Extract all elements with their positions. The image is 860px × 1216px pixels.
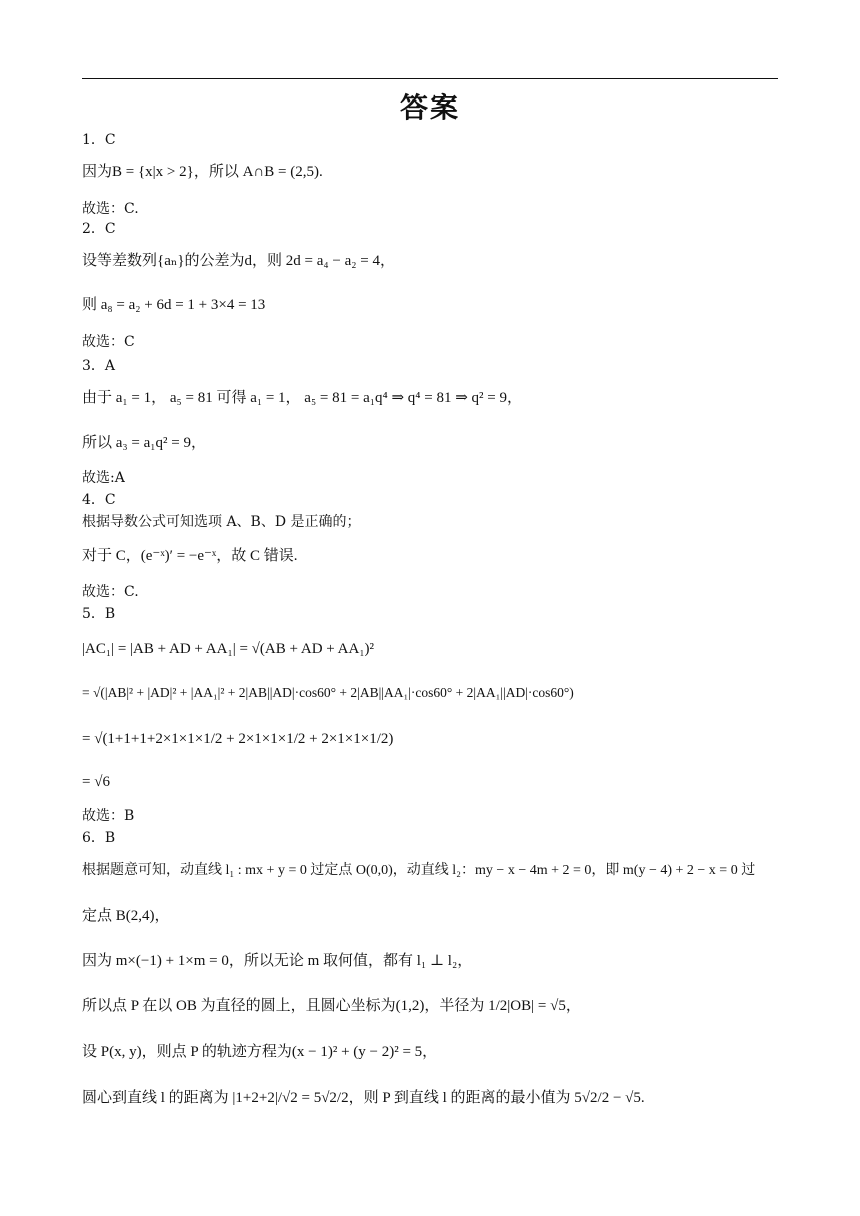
- q5-line4: = √6: [82, 774, 110, 790]
- q4-number: 4．C: [82, 492, 116, 508]
- q4-line2: 对于 C，(e⁻ˣ)′ = −e⁻ˣ，故 C 错误.: [82, 548, 298, 564]
- q5-answer: 故选：B: [82, 808, 135, 824]
- page-title: 答案: [399, 91, 460, 124]
- q6-line5: 设 P(x, y)，则点 P 的轨迹方程为(x − 1)² + (y − 2)² = 5，: [82, 1044, 438, 1060]
- q4-answer: 故选：C.: [82, 584, 139, 600]
- q6-line3: 因为 m×(−1) + 1×m = 0，所以无论 m 取何值，都有 l₁ ⊥ l₂，: [82, 953, 473, 969]
- header-rule: [82, 78, 778, 79]
- q3-line1: 由于 a₁ = 1， a₅ = 81 可得 a₁ = 1， a₅ = 81 = a₁q⁴ ⇒ q⁴ = 81 ⇒ q² = 9，: [82, 390, 522, 406]
- q1-line: 因为B = {x|x > 2}，所以 A∩B = (2,5).: [82, 164, 323, 180]
- q5-line3: = √(1+1+1+2×1×1×1/2 + 2×1×1×1/2 + 2×1×1×1/2): [82, 731, 394, 747]
- q6-number: 6．B: [82, 830, 116, 846]
- q3-answer: 故选:A: [82, 470, 125, 486]
- q2-line2: 则 a₈ = a₂ + 6d = 1 + 3×4 = 13: [82, 297, 266, 313]
- q2-number: 2．C: [82, 221, 116, 237]
- q6-line4: 所以点 P 在以 OB 为直径的圆上，且圆心坐标为(1,2)，半径为 1/2|OB| = √5，: [82, 998, 581, 1014]
- q6-line1: 根据题意可知，动直线 l₁ : mx + y = 0 过定点 O(0,0)，动直线 l₂：my − x − 4m + 2 = 0，即 m(y − 4) + 2 − x = 0 过: [82, 863, 756, 878]
- q5-line1: |AC₁| = |AB + AD + AA₁| = √(AB + AD + AA₁)²: [82, 641, 375, 657]
- q1-answer: 故选：C.: [82, 201, 139, 217]
- q2-line1: 设等差数列{aₙ}的公差为d，则 2d = a₄ − a₂ = 4，: [82, 253, 395, 269]
- q5-line2: = √(|AB|² + |AD|² + |AA₁|² + 2|AB||AD|·cos60° + 2|AB||AA₁|·cos60° + 2|AA₁||AD|·cos60°): [82, 685, 574, 700]
- q3-line2: 所以 a₃ = a₁q² = 9，: [82, 435, 206, 451]
- q6-line2: 定点 B(2,4)，: [82, 908, 170, 924]
- q6-line6: 圆心到直线 l 的距离为 |1+2+2|/√2 = 5√2/2，则 P 到直线 l 的距离的最小值为 5√2/2 − √5.: [82, 1090, 645, 1106]
- q1-number: 1．C: [82, 132, 116, 148]
- q4-line1: 根据导数公式可知选项 A、B、D 是正确的；: [82, 514, 361, 530]
- q3-number: 3．A: [82, 358, 116, 374]
- q2-answer: 故选：C: [82, 334, 135, 350]
- q5-number: 5．B: [82, 606, 116, 622]
